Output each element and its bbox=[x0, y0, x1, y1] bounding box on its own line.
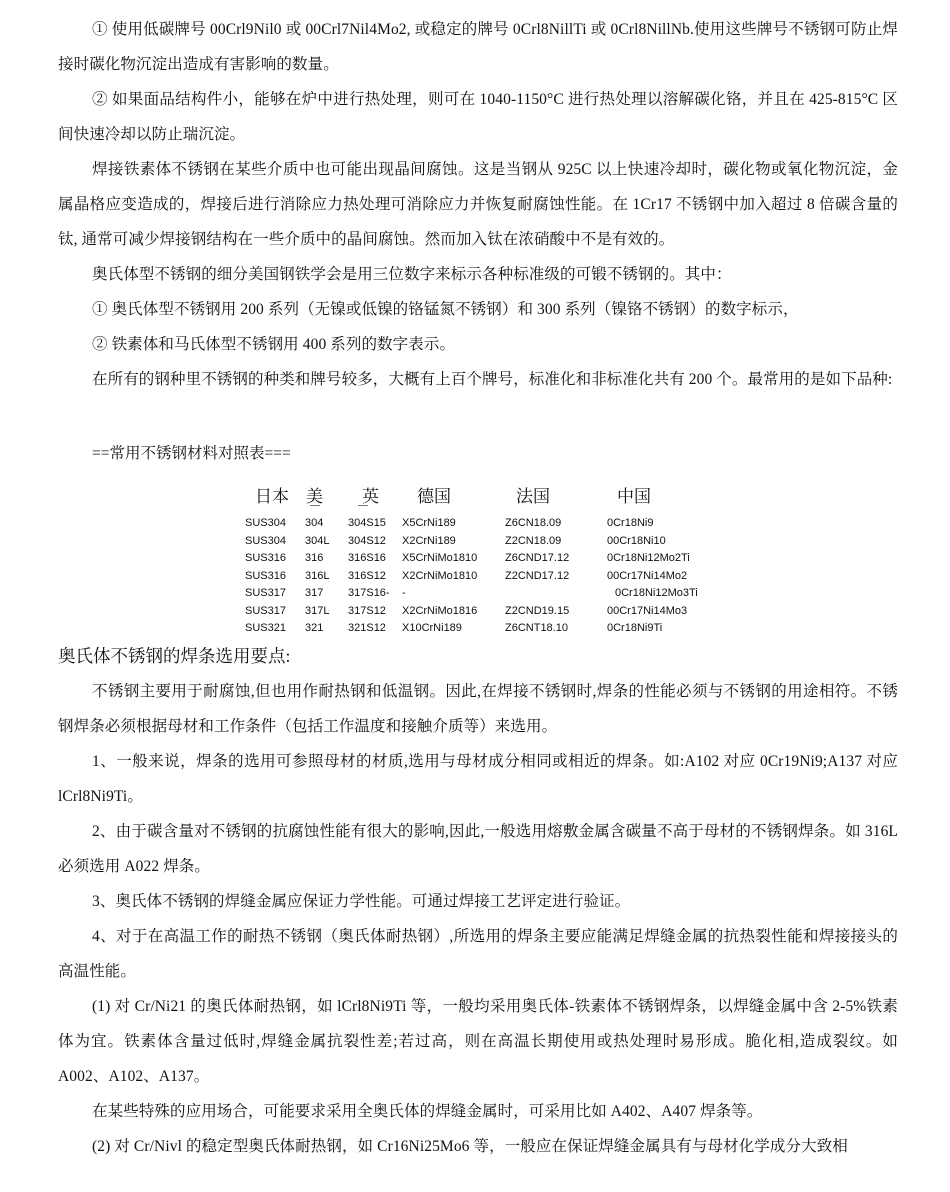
cell-china: 0Cr18Ni12Mo3Ti bbox=[615, 587, 698, 599]
cell-france: Z2CN18.09 bbox=[505, 534, 562, 547]
cell-usa: 304L bbox=[305, 534, 330, 547]
header-france: 法国 bbox=[516, 487, 550, 506]
paragraph-austenitic-series: ① 奥氏体型不锈钢用 200 系列（无镍或低镍的铬锰氮不锈钢）和 300 系列（镍铬不锈钢）的数字标示， bbox=[92, 301, 799, 318]
cell-japan: SUS304 bbox=[245, 534, 286, 547]
cell-china: 0Cr18Ni9Ti bbox=[607, 622, 663, 634]
cell-japan: SUS321 bbox=[245, 622, 286, 634]
cell-japan: SUS304 bbox=[245, 517, 286, 529]
paragraph-heat-treatment: ② 如果面品结构件小，能够在炉中进行热处理，则可在 1040-1150°C 进行热处理以溶解碳化铬，并且在 425-815°C 区间快速冷却以防止瑞沉淀。 bbox=[58, 91, 898, 143]
cell-germany: X2CrNi189 bbox=[402, 534, 456, 547]
header-uk: 英 bbox=[362, 487, 379, 506]
header-usa-underline bbox=[310, 502, 320, 506]
cell-china: 00Cr17Ni14Mo2 bbox=[607, 569, 688, 582]
cell-japan: SUS317 bbox=[245, 604, 286, 617]
cell-china: 0Cr18Ni12Mo2Ti bbox=[607, 552, 690, 564]
cell-usa: 317L bbox=[305, 604, 330, 617]
cell-germany: - bbox=[402, 587, 406, 599]
cell-china: 00Cr18Ni10 bbox=[607, 534, 666, 547]
paragraph-point-3: 3、奥氏体不锈钢的焊缝金属应保证力学性能。可通过焊接工艺评定进行验证。 bbox=[92, 893, 631, 910]
header-uk-underline bbox=[358, 502, 368, 506]
paragraph-ferritic-corrosion: 焊接铁素体不锈钢在某些介质中也可能出现晶间腐蚀。这是当钢从 925C 以上快速冷却时，碳化物或氧化物沉淀，金属晶格应变造成的，焊接后进行消除应力热处理可消除应力并恢复耐腐蚀性能。在 1Cr17 不锈钢中加入超过 8 倍碳含量的钛, 通常可减少焊接钢结构在一些介质中的晶间腐蚀。然而加入钛在浓硝酸中不是有效的。 bbox=[58, 161, 898, 248]
header-japan: 日本 bbox=[255, 487, 289, 506]
cell-japan: SUS316 bbox=[245, 569, 286, 582]
cell-uk: 317S16- bbox=[348, 587, 390, 599]
paragraph-ferritic-series: ② 铁素体和马氏体型不锈钢用 400 系列的数字表示。 bbox=[92, 336, 456, 353]
cell-uk: 317S12 bbox=[348, 604, 386, 617]
cell-germany: X2CrNiMo1816 bbox=[402, 604, 478, 617]
cell-usa: 321 bbox=[305, 622, 324, 634]
cell-france: Z2CND17.12 bbox=[505, 569, 570, 582]
cell-usa: 304 bbox=[305, 517, 324, 529]
cell-usa: 317 bbox=[305, 587, 324, 599]
cell-germany: X5CrNiMo1810 bbox=[402, 552, 478, 564]
cell-china: 0Cr18Ni9 bbox=[607, 517, 654, 529]
paragraph-point-4-1: (1) 对 Cr/Ni21 的奥氏体耐热钢，如 lCrl8Ni9Ti 等，一般均采用奥氏体-铁素体不锈钢焊条，以焊缝金属中含 2-5%铁素体为宜。铁素体含量过低时,焊缝金属抗裂性差;若过高，则在高温长期使用或热处理时易形成。脆化相,造成裂纹。如 A002、A102、A137。 bbox=[58, 998, 898, 1085]
paragraph-point-4-2: (2) 对 Cr/Nivl 的稳定型奥氏体耐热钢，如 Cr16Ni25Mo6 等，一般应在保证焊缝金属具有与母材化学成分大致相 bbox=[92, 1138, 848, 1155]
cell-uk: 304S15 bbox=[348, 517, 386, 529]
paragraph-electrode-purpose: 不锈钢主要用于耐腐蚀,但也用作耐热钢和低温钢。因此,在焊接不锈钢时,焊条的性能必须与不锈钢的用途相符。不锈钢焊条必须根据母材和工作条件（包括工作温度和接触介质等）来选用。 bbox=[58, 683, 898, 735]
paragraph-low-carbon-grades: ① 使用低碳牌号 00Crl9Nil0 或 00Crl7Nil4Mo2, 或稳定的牌号 0Crl8NillTi 或 0Crl8NillNb.使用这些牌号不锈钢可防止焊接时碳化物沉淀出造成有害影响的数量。 bbox=[58, 21, 898, 73]
cell-usa: 316L bbox=[305, 569, 330, 582]
section-heading: 奥氏体不锈钢的焊条选用要点: bbox=[58, 646, 291, 666]
header-usa: 美 bbox=[306, 487, 323, 506]
paragraph-special-cases: 在某些特殊的应用场合，可能要求采用全奥氏体的焊缝金属时，可采用比如 A402、A407 焊条等。 bbox=[92, 1103, 763, 1120]
cell-germany: X2CrNiMo1810 bbox=[402, 569, 478, 582]
cell-japan: SUS317 bbox=[245, 587, 286, 599]
cell-china: 00Cr17Ni14Mo3 bbox=[607, 604, 688, 617]
cell-uk: 316S12 bbox=[348, 569, 386, 582]
header-china: 中国 bbox=[617, 487, 651, 506]
cell-france: Z6CN18.09 bbox=[505, 517, 562, 529]
cell-france: Z6CNT18.10 bbox=[505, 622, 568, 634]
cell-germany: X10CrNi189 bbox=[402, 622, 462, 634]
cell-japan: SUS316 bbox=[245, 552, 286, 564]
cell-france: Z2CND19.15 bbox=[505, 604, 570, 617]
paragraph-point-2: 2、由于碳含量对不锈钢的抗腐蚀性能有很大的影响,因此,一般选用熔敷金属含碳量不高于母材的不锈钢焊条。如 316L 必须选用 A022 焊条。 bbox=[58, 823, 898, 875]
cell-france: Z6CND17.12 bbox=[505, 552, 570, 564]
paragraph-common-grades-intro: 在所有的钢种里不锈钢的种类和牌号较多，大概有上百个牌号，标准化和非标准化共有 200 个。最常用的是如下品种: bbox=[92, 371, 893, 388]
cell-uk: 304S12 bbox=[348, 534, 386, 547]
paragraph-point-1: 1、一般来说，焊条的选用可参照母材的材质,选用与母材成分相同或相近的焊条。如:A102 对应 0Cr19Ni9;A137 对应 lCrl8Ni9Ti。 bbox=[58, 753, 898, 805]
cell-uk: 316S16 bbox=[348, 552, 386, 564]
header-germany: 德国 bbox=[417, 487, 451, 506]
cell-uk: 321S12 bbox=[348, 622, 386, 634]
cell-germany: X5CrNi189 bbox=[402, 517, 456, 529]
paragraph-point-4: 4、对于在高温工作的耐热不锈钢（奥氏体耐热钢）,所选用的焊条主要应能满足焊缝金属的抗热裂性能和焊接接头的高温性能。 bbox=[58, 928, 898, 980]
paragraph-aisi-numbering: 奥氏体型不锈钢的细分美国钢铁学会是用三位数字来标示各种标准级的可锻不锈钢的。其中： bbox=[92, 266, 732, 283]
cell-usa: 316 bbox=[305, 552, 324, 564]
table-caption: ==常用不锈钢材料对照表=== bbox=[92, 445, 291, 462]
